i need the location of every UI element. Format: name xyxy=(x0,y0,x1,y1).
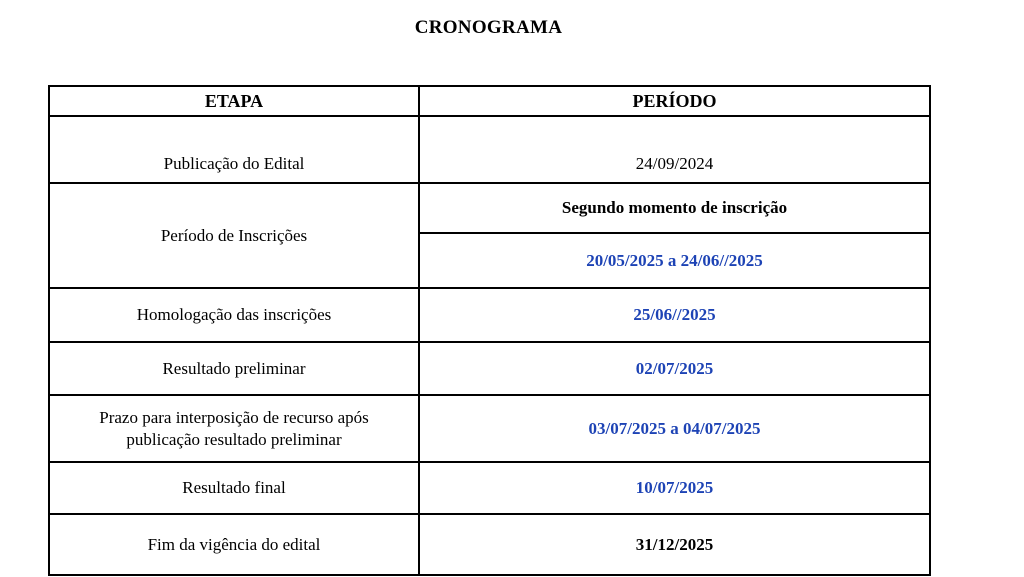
periodo-cell-prazo-recurso: 03/07/2025 a 04/07/2025 xyxy=(419,395,930,462)
table-row xyxy=(49,183,930,233)
page-title: CRONOGRAMA xyxy=(414,17,563,38)
periodo-cell-resultado-preliminar: 02/07/2025 xyxy=(419,342,930,395)
table-row xyxy=(49,395,930,462)
table-row xyxy=(49,514,930,575)
etapa-cell-resultado-preliminar: Resultado preliminar xyxy=(49,342,419,395)
periodo-cell-homologacao: 25/06//2025 xyxy=(419,288,930,342)
table-row xyxy=(49,462,930,514)
etapa-cell-fim-vigencia: Fim da vigência do edital xyxy=(49,514,419,575)
periodo-subcell-inscricao-dates: 20/05/2025 a 24/06//2025 xyxy=(419,233,930,288)
column-header-etapa: ETAPA xyxy=(49,86,419,116)
etapa-cell-prazo-recurso xyxy=(49,395,419,462)
column-header-periodo: PERÍODO xyxy=(419,86,930,116)
cronograma-table xyxy=(48,85,931,576)
etapa-cell-publicacao: Publicação do Edital xyxy=(49,116,419,183)
etapa-cell-resultado-final: Resultado final xyxy=(49,462,419,514)
periodo-cell-publicacao: 24/09/2024 xyxy=(419,116,930,183)
table-row xyxy=(49,342,930,395)
etapa-text-prazo-recurso: Prazo para interposição de recurso após publicação resultado preliminar xyxy=(99,408,369,449)
table-header-row xyxy=(49,86,930,116)
periodo-cell-resultado-final: 10/07/2025 xyxy=(419,462,930,514)
table-row xyxy=(49,288,930,342)
etapa-cell-inscricoes: Período de Inscrições xyxy=(49,183,419,288)
periodo-subcell-inscricao-label: Segundo momento de inscrição xyxy=(419,183,930,233)
periodo-cell-fim-vigencia: 31/12/2025 xyxy=(419,514,930,575)
table-row xyxy=(49,116,930,183)
etapa-cell-homologacao: Homologação das inscrições xyxy=(49,288,419,342)
